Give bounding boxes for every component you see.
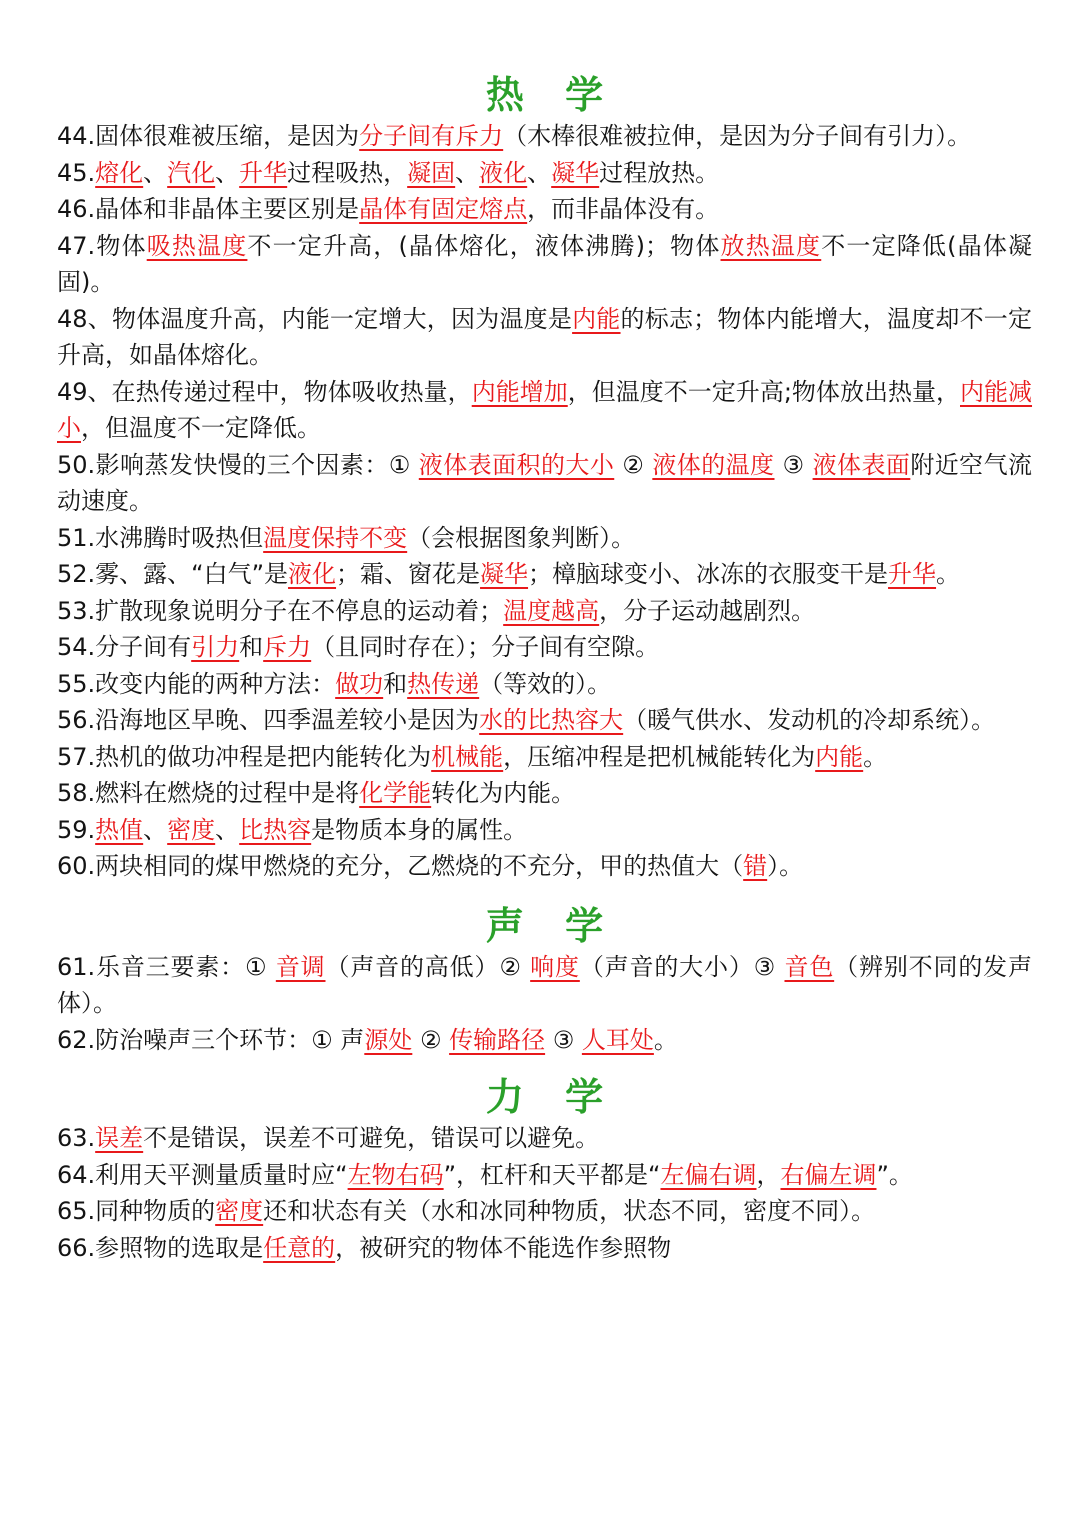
key-term: 机械能 [431, 742, 504, 771]
section-thermal [57, 70, 1032, 885]
key-term: 传输路径 [449, 1025, 546, 1054]
key-term: 做功 [335, 669, 384, 698]
key-term: 左偏右调 [660, 1160, 757, 1189]
key-term: 内能增加 [471, 377, 568, 406]
note-text: 62.防治噪声三个环节：① 声 [57, 1025, 365, 1054]
note-text: 、 [143, 158, 168, 187]
note-text: 转化为内能。 [431, 779, 576, 807]
note-text: 60.两块相同的煤甲燃烧的充分，乙燃烧的不充分，甲的热值大（ [57, 852, 744, 880]
note-text: 64.利用天平测量质量时应“ [57, 1160, 348, 1189]
key-term: 液化 [479, 158, 528, 187]
note-item [57, 812, 1032, 849]
note-text: ② [614, 450, 653, 479]
note-text: ② [412, 1025, 450, 1054]
note-text: ；霜、窗花是 [336, 560, 481, 588]
note-item [57, 520, 1032, 557]
key-term: 放热温度 [720, 231, 822, 260]
note-text: 46.晶体和非晶体主要区别是 [57, 195, 360, 223]
note-text: 59. [57, 815, 96, 844]
note-text: ，但温度不一定升高;物体放出热量， [567, 377, 960, 406]
note-text: （声音的高低）② [325, 952, 531, 981]
note-text: ”。 [876, 1160, 913, 1189]
note-item [57, 118, 1032, 155]
notes-page [57, 70, 1032, 1266]
note-text: 的标志；物体内能增大，温度却不一定升高，如晶体熔化。 [57, 304, 1032, 369]
key-term: 音色 [784, 952, 835, 981]
note-item [57, 848, 1032, 885]
note-item [57, 155, 1032, 192]
section-title: 力 学 [485, 1074, 618, 1119]
note-text: 、 [527, 158, 552, 187]
note-item [57, 301, 1032, 374]
key-term: 汽化 [167, 158, 216, 187]
note-text: ，被研究的物体不能选作参照物 [335, 1233, 672, 1262]
key-term: 热传递 [407, 669, 480, 698]
item-list [57, 949, 1032, 1059]
key-term: 升华 [239, 158, 288, 187]
key-term: 晶体有固定熔点 [359, 195, 528, 223]
note-item [57, 775, 1032, 812]
key-term: 化学能 [359, 779, 432, 807]
note-text: 过程吸热， [287, 158, 408, 187]
key-term: 分子间有斥力 [359, 122, 504, 150]
item-list [57, 118, 1032, 885]
note-text: 不一定升高，(晶体熔化，液体沸腾)；物体 [247, 231, 721, 260]
note-item [57, 739, 1032, 776]
key-term: 源处 [364, 1025, 413, 1054]
note-text: 48、物体温度升高，内能一定增大，因为温度是 [57, 304, 573, 333]
note-text: 65.同种物质的 [57, 1197, 216, 1225]
key-term: 密度 [215, 1197, 264, 1225]
key-term: 凝固 [407, 158, 456, 187]
note-item [57, 374, 1032, 447]
note-text: ，而非晶体没有。 [527, 195, 720, 223]
note-text: （且同时存在）；分子间有空隙。 [311, 633, 660, 661]
note-text: 51.水沸腾时吸热但 [57, 523, 264, 552]
section-gap [57, 1058, 1032, 1072]
key-term: 误差 [95, 1124, 144, 1152]
note-text: （等效的）。 [479, 669, 612, 698]
note-text: 。 [653, 1025, 678, 1054]
note-item [57, 1157, 1032, 1194]
key-term: 温度保持不变 [263, 523, 408, 552]
note-text: 附近空气流动速度。 [57, 450, 1033, 515]
key-term: 温度越高 [503, 596, 600, 625]
note-text: 和 [239, 633, 264, 661]
note-text: 。 [936, 560, 961, 588]
note-item [57, 702, 1032, 739]
note-text: 66.参照物的选取是 [57, 1233, 264, 1262]
key-term: 任意的 [263, 1233, 336, 1262]
note-item [57, 447, 1032, 520]
note-item [57, 1120, 1032, 1157]
note-text: 和 [383, 669, 408, 698]
note-text: 49、在热传递过程中，物体吸收热量， [57, 377, 472, 406]
note-text: 。 [863, 742, 888, 771]
note-item [57, 191, 1032, 228]
key-term: 水的比热容大 [479, 706, 624, 734]
key-term: 凝华 [480, 560, 529, 588]
note-text: 61.乐音三要素：① [57, 952, 276, 981]
note-text: 、 [215, 815, 240, 844]
key-term: 内能 [815, 742, 864, 771]
key-term: 吸热温度 [146, 231, 248, 260]
note-text: 不是错误，误差不可避免，错误可以避免。 [143, 1124, 600, 1152]
note-item [57, 949, 1032, 1022]
key-term: 密度 [167, 815, 216, 844]
note-item [57, 1022, 1032, 1059]
note-text: 还和状态有关（水和冰同种物质，状态不同，密度不同）。 [263, 1197, 876, 1225]
note-text: 过程放热。 [599, 158, 720, 187]
key-term: 比热容 [239, 815, 312, 844]
note-text: 不一定降低(晶体凝固)。 [57, 231, 1033, 296]
key-term: 升华 [888, 560, 937, 588]
note-text: 是物质本身的属性。 [311, 815, 528, 844]
note-text: 52.雾、露、“白气”是 [57, 560, 289, 588]
note-text: ，但温度不一定降低。 [81, 414, 321, 442]
note-item [57, 593, 1032, 630]
section-mechanics [57, 1072, 1032, 1266]
key-term: 熔化 [95, 158, 144, 187]
key-term: 右偏左调 [780, 1160, 877, 1189]
key-term: 液体表面积的大小 [418, 450, 615, 479]
note-text: 63. [57, 1124, 96, 1152]
key-term: 内能 [572, 304, 621, 333]
note-text: ③ [545, 1025, 582, 1054]
note-text: （会根据图象判断）。 [407, 523, 636, 552]
note-text: 、 [143, 815, 168, 844]
key-term: 引力 [191, 633, 240, 661]
note-text: ；樟脑球变小、冰冻的衣服变干是 [528, 560, 889, 588]
note-item [57, 1193, 1032, 1230]
note-text: 56.沿海地区早晚、四季温差较小是因为 [57, 706, 480, 734]
key-term: 液化 [288, 560, 337, 588]
note-text: 55.改变内能的两种方法： [57, 669, 336, 698]
key-term: 响度 [530, 952, 580, 981]
note-item [57, 556, 1032, 593]
note-text: 44.固体很难被压缩，是因为 [57, 122, 360, 150]
note-text: 58.燃料在燃烧的过程中是将 [57, 779, 360, 807]
note-item [57, 629, 1032, 666]
key-term: 液体表面 [812, 450, 911, 479]
note-text: 、 [215, 158, 240, 187]
note-item [57, 228, 1032, 301]
note-item [57, 1230, 1032, 1267]
key-term: 热值 [95, 815, 144, 844]
note-text: 54.分子间有 [57, 633, 192, 661]
note-text: （木棒很难被拉伸，是因为分子间有引力）。 [503, 122, 972, 150]
note-text: （辨别不同的发声体）。 [57, 952, 1032, 1017]
note-text: 47.物体 [57, 231, 147, 260]
key-term: 音调 [275, 952, 326, 981]
note-text: ③ [774, 450, 813, 479]
key-term: 左物右码 [347, 1160, 444, 1189]
note-text: 53.扩散现象说明分子在不停息的运动着； [57, 596, 504, 625]
key-term: 内能减小 [57, 377, 1033, 442]
section-title: 声 学 [485, 902, 618, 948]
note-text: （暖气供水、发动机的冷却系统）。 [623, 706, 996, 734]
note-text: ）。 [767, 852, 804, 880]
note-text: ， [756, 1160, 781, 1189]
section-title: 热 学 [485, 72, 618, 117]
note-text: （声音的大小）③ [579, 952, 785, 981]
section-acoustics [57, 901, 1032, 1059]
section-gap [57, 885, 1032, 901]
note-item [57, 666, 1032, 703]
key-term: 错 [743, 852, 768, 880]
key-term: 液体的温度 [652, 450, 775, 479]
note-text: ，压缩冲程是把机械能转化为 [503, 742, 816, 771]
key-term: 凝华 [551, 158, 600, 187]
key-term: 人耳处 [581, 1025, 654, 1054]
note-text: 、 [455, 158, 480, 187]
note-text: 45. [57, 158, 96, 187]
key-term: 斥力 [263, 633, 312, 661]
note-text: ”，杠杆和天平都是“ [443, 1160, 661, 1189]
item-list [57, 1120, 1032, 1266]
note-text: ，分子运动越剧烈。 [599, 596, 816, 625]
note-text: 57.热机的做功冲程是把内能转化为 [57, 742, 432, 771]
note-text: 50.影响蒸发快慢的三个因素：① [57, 450, 419, 479]
